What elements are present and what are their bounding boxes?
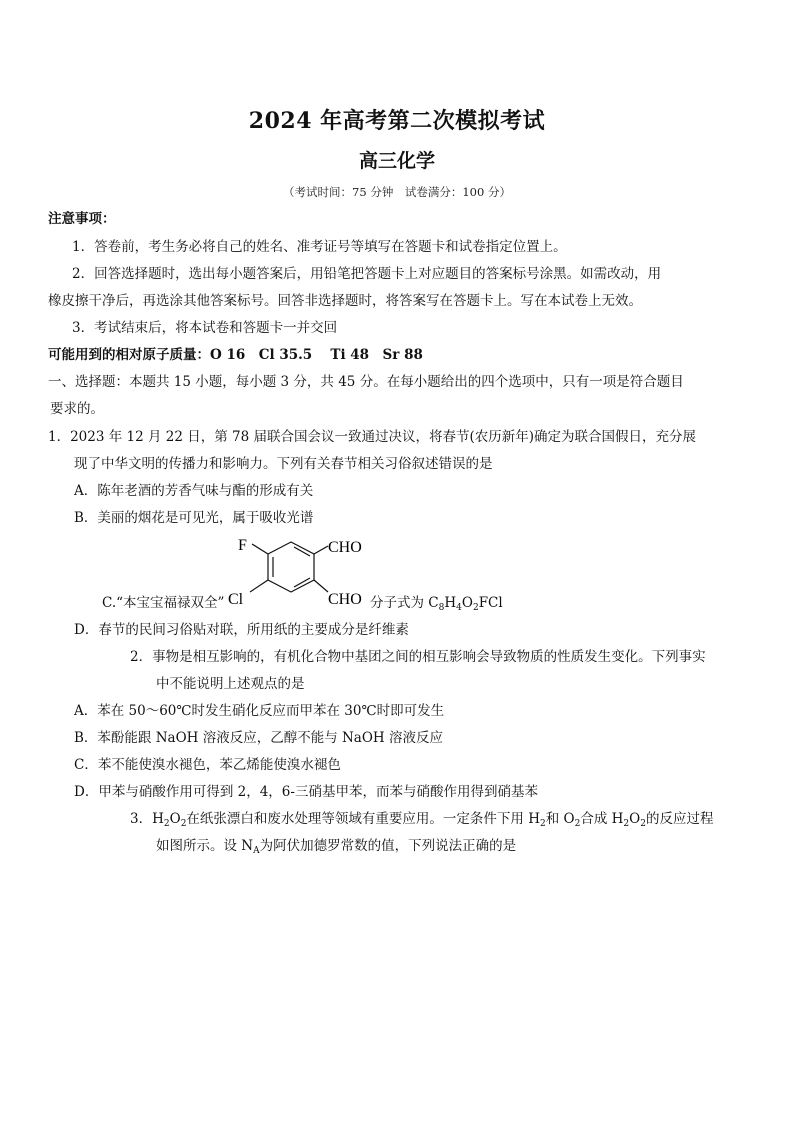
- q3-sub: 2: [540, 819, 546, 829]
- formula-text: O: [461, 595, 473, 611]
- q3-stem-cont: [156, 837, 516, 855]
- q1-stem-cont: 现了中华文明的传播力和影响力。下列有关春节相关习俗叙述错误的是: [74, 456, 493, 472]
- q1-option-a: A．陈年老酒的芳香气味与酯的形成有关: [74, 483, 314, 499]
- section-heading-cont: 要求的。: [50, 401, 104, 417]
- notice-item-2: 2．回答选择题时，选出每小题答案后，用铅笔把答题卡上对应题目的答案标号涂黑。如需改动，用: [72, 266, 662, 282]
- formula-sub: 2: [472, 603, 479, 613]
- section-heading: 一、选择题：本题共 15 小题，每小题 3 分，共 45 分。在每小题给出的四个选项中，只有一项是符合题目: [48, 374, 684, 390]
- q1-option-c-prefix: C.“本宝宝福禄双全”: [102, 595, 225, 611]
- q1-option-c-formula: [370, 594, 503, 612]
- aldehyde-top-label: CHO: [328, 539, 362, 556]
- exam-info: （考试时间：75 分钟 试卷满分：100 分）: [283, 185, 511, 199]
- q3-sub: 2: [180, 819, 187, 829]
- q1-option-b: B．美丽的烟花是可见光，属于吸收光谱: [74, 510, 314, 526]
- q3-sub: 2: [574, 819, 581, 829]
- q3-sub: 2: [640, 819, 646, 829]
- q2-option-a: A．苯在 50～60℃时发生硝化反应而甲苯在 30℃时即可发生: [74, 703, 445, 719]
- notice-item-1: 1．答卷前，考生务必将自己的姓名、准考证号等填写在答题卡和试卷指定位置上。: [72, 239, 567, 255]
- fluorine-label: F: [238, 537, 247, 554]
- formula-text: H: [444, 595, 457, 611]
- notice-item-2-cont: 橡皮擦干净后，再选涂其他答案标号。回答非选择题时，将答案写在答题卡上。写在本试卷上无效。: [48, 293, 642, 309]
- notice-heading: 注意事项：: [48, 211, 116, 227]
- chlorine-label: Cl: [228, 591, 244, 608]
- q3-text: 和 O: [545, 811, 575, 827]
- q3-sub: A: [253, 846, 260, 856]
- q3-sub: 2: [163, 819, 170, 829]
- q2-stem: 2．事物是相互影响的，有机化合物中基团之间的相互影响会导致物质的性质发生变化。下列事实: [130, 649, 706, 665]
- q3-text: 3．H: [130, 811, 164, 827]
- q2-option-b: B．苯酚能跟 NaOH 溶液反应，乙醇不能与 NaOH 溶液反应: [74, 730, 443, 746]
- q3-text: 合成 H: [580, 811, 624, 827]
- notice-item-3: 3．考试结束后，将本试卷和答题卡一并交回: [72, 320, 338, 336]
- q2-option-c: C．苯不能使溴水褪色，苯乙烯能使溴水褪色: [74, 757, 341, 773]
- q3-sub: 2: [623, 819, 630, 829]
- aldehyde-bottom-label: CHO: [328, 591, 362, 608]
- benzene-ring-diagram: [228, 534, 370, 612]
- formula-sub: 4: [456, 603, 462, 613]
- q1-stem: 1．2023 年 12 月 22 日，第 78 届联合国会议一致通过决议，将春节(农历新年)确定为联合国假日，充分展: [48, 429, 697, 445]
- molecule-structure: [228, 534, 370, 612]
- exam-title: 2024 年高考第二次模拟考试: [248, 108, 546, 134]
- atomic-masses: 可能用到的相对原子质量：O 16 Cl 35.5 Ti 48 Sr 88: [48, 347, 423, 363]
- q3-text: 的反应过程: [645, 811, 714, 827]
- q3-text: O: [169, 811, 181, 827]
- q1-option-c: [102, 594, 224, 612]
- formula-text: FCl: [478, 595, 503, 611]
- q3-stem: [130, 810, 713, 828]
- q1-option-d: D．春节的民间习俗贴对联，所用纸的主要成分是纤维素: [74, 622, 409, 638]
- q3-text: 如图所示。设 N: [156, 838, 254, 854]
- q2-option-d: D．甲苯与硝酸作用可得到 2，4，6-三硝基甲苯，而苯与硝酸作用得到硝基苯: [74, 784, 538, 800]
- q3-text: 在纸张漂白和废水处理等领域有重要应用。一定条件下用 H: [186, 811, 540, 827]
- q2-stem-cont: 中不能说明上述观点的是: [156, 676, 305, 692]
- q3-text: O: [629, 811, 641, 827]
- exam-subtitle: 高三化学: [358, 150, 435, 172]
- formula-sub: 8: [438, 603, 445, 613]
- formula-text: 分子式为 C: [370, 595, 439, 611]
- q3-text: 为阿伏加德罗常数的值，下列说法正确的是: [259, 838, 517, 854]
